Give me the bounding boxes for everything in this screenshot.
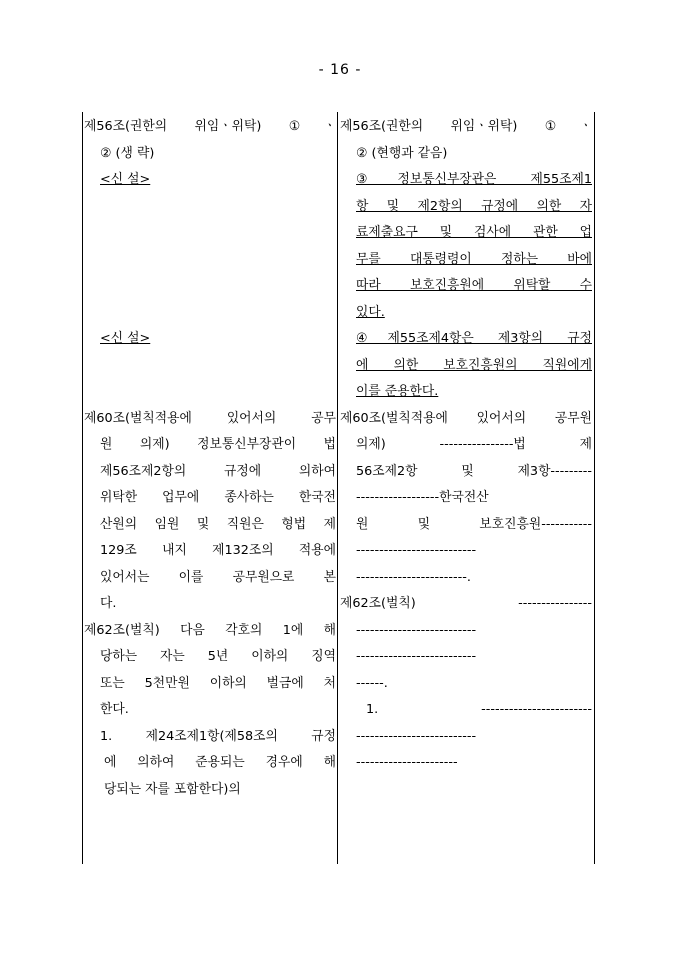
table-right-border	[594, 112, 595, 864]
amendment-line	[340, 379, 592, 406]
table-column-divider	[337, 112, 338, 864]
current-law-line	[84, 220, 336, 247]
current-law-line	[84, 697, 336, 724]
current-law-line	[84, 353, 336, 380]
amendment-line	[340, 644, 592, 671]
amendment-line	[340, 512, 592, 539]
current-law-line	[84, 777, 336, 804]
amendment-column	[340, 114, 592, 803]
current-law-line	[84, 512, 336, 539]
current-law-line-text: 한다.	[100, 702, 129, 717]
current-law-line	[84, 114, 336, 141]
amendment-line-text: ------------------------.	[356, 569, 471, 585]
amendment-line	[340, 220, 592, 247]
amendment-line	[340, 141, 592, 168]
current-law-line	[84, 247, 336, 274]
amendment-line	[340, 432, 592, 459]
amendment-line	[340, 300, 592, 327]
amendment-line-text: 이를 준용한다.	[356, 384, 439, 399]
current-law-line	[84, 565, 336, 592]
amendment-line-text: ③정보통신부장관은 제55조제1	[356, 172, 592, 187]
current-law-line	[84, 406, 336, 433]
current-law-line	[84, 538, 336, 565]
amendment-line	[340, 618, 592, 645]
amendment-line-text: 제56조(권한의 위임ㆍ위탁) ①ㆍ	[340, 119, 592, 134]
current-law-column	[84, 114, 336, 803]
amendment-line	[340, 538, 592, 565]
current-law-line	[84, 326, 336, 353]
amendment-line	[340, 194, 592, 221]
amendment-line-text: 원 및 보호진흥원-----------	[356, 516, 592, 532]
current-law-line-text: 1. 제24조제1항(제58조의 규정	[100, 728, 336, 744]
amendment-line	[340, 273, 592, 300]
amendment-line-text: --------------------------	[356, 649, 477, 664]
amendment-line	[340, 247, 592, 274]
current-law-line	[84, 432, 336, 459]
amendment-line	[340, 485, 592, 512]
amendment-line-text: --------------------------	[356, 543, 477, 558]
amendment-line	[340, 353, 592, 380]
amendment-line-text: 제62조(벌칙) ----------------	[340, 596, 592, 611]
page-number: - 16 -	[318, 62, 362, 78]
amendment-line-text: 에 의한 보호진흥원의 직원에게	[356, 357, 592, 373]
amendment-line-text: 무를 대통령령이 정하는 바에	[356, 251, 592, 267]
amendment-line	[340, 167, 592, 194]
current-law-line-text: 다.	[100, 596, 117, 611]
current-law-line-text: 당되는 자를 포함한다)의	[104, 781, 241, 797]
current-law-line	[84, 591, 336, 618]
amendment-line-text: ------.	[356, 675, 388, 691]
amendment-line	[340, 591, 592, 618]
current-law-line-text: ② (생 략)	[100, 145, 155, 161]
current-law-line-text: 있어서는 이를 공무원으로 본	[100, 569, 336, 585]
current-law-line	[84, 167, 336, 194]
current-law-line	[84, 671, 336, 698]
current-law-line	[84, 300, 336, 327]
amendment-line-text: 의제) ----------------법 제	[356, 437, 592, 452]
current-law-line-text: 당하는 자는 5년 이하의 징역	[100, 649, 336, 664]
amendment-line-text: ----------------------	[356, 755, 458, 770]
amendment-line	[340, 724, 592, 751]
amendment-line-text: ② (현행과 같음)	[356, 145, 448, 161]
current-law-line-text: 129조 내지 제132조의 적용에	[100, 543, 336, 558]
current-law-line	[84, 379, 336, 406]
current-law-line	[84, 273, 336, 300]
current-law-line-text: 제56조제2항의 규정에 의하여	[100, 463, 336, 479]
amendment-line-text: ------------------한국전산	[356, 490, 489, 505]
current-law-line	[84, 485, 336, 512]
current-law-line	[84, 724, 336, 751]
current-law-line-text: 원 의제) 정보통신부장관이 법	[100, 437, 336, 452]
amendment-line	[340, 750, 592, 777]
amendment-line	[340, 777, 592, 804]
table-left-border	[82, 112, 83, 864]
amendment-line-text: 따라 보호진흥원에 위탁할 수	[356, 278, 592, 293]
amendment-line	[340, 565, 592, 592]
current-law-line	[84, 141, 336, 168]
amendment-line-text: 있다.	[356, 304, 385, 320]
current-law-line	[84, 644, 336, 671]
amendment-line-text: 제60조(벌칙적용에 있어서의 공무원	[340, 410, 592, 426]
amendment-line-text: --------------------------	[356, 622, 477, 638]
current-law-line	[84, 459, 336, 486]
amendment-line	[340, 326, 592, 353]
current-law-line	[84, 194, 336, 221]
current-law-line-text: 제62조(벌칙) 다음 각호의 1에 해	[84, 622, 336, 638]
amendment-line-text: 항 및 제2항의 규정에 의한 자	[356, 198, 592, 214]
amendment-line	[340, 459, 592, 486]
amendment-line-text: 1. ------------------------	[366, 702, 592, 717]
amendment-line	[340, 114, 592, 141]
amendment-line-text: 료제출요구 및 검사에 관한 업	[356, 225, 592, 240]
amendment-line	[340, 406, 592, 433]
current-law-line-text: 산원의 임원 및 직원은 형법 제	[100, 516, 336, 532]
amendment-line-text: 56조제2항 및 제3항---------	[356, 463, 592, 479]
amendment-line	[340, 697, 592, 724]
current-law-line-text: 또는 5천만원 이하의 벌금에 처	[100, 675, 336, 691]
current-law-line	[84, 750, 336, 777]
current-law-line-text: 제60조(벌칙적용에 있어서의 공무	[84, 410, 336, 426]
current-law-line-text: 제56조(권한의 위임ㆍ위탁) ①ㆍ	[84, 119, 336, 134]
current-law-line	[84, 618, 336, 645]
current-law-line-text: 위탁한 업무에 종사하는 한국전	[100, 490, 336, 505]
current-law-line-text: <신 설>	[100, 331, 151, 346]
amendment-line-text: ④제55조제4항은 제3항의 규정	[356, 331, 592, 346]
current-law-line-text: 에 의하여 준용되는 경우에 해	[104, 755, 336, 770]
amendment-line	[340, 671, 592, 698]
current-law-line-text: <신 설>	[100, 172, 151, 187]
amendment-line-text: --------------------------	[356, 728, 477, 744]
